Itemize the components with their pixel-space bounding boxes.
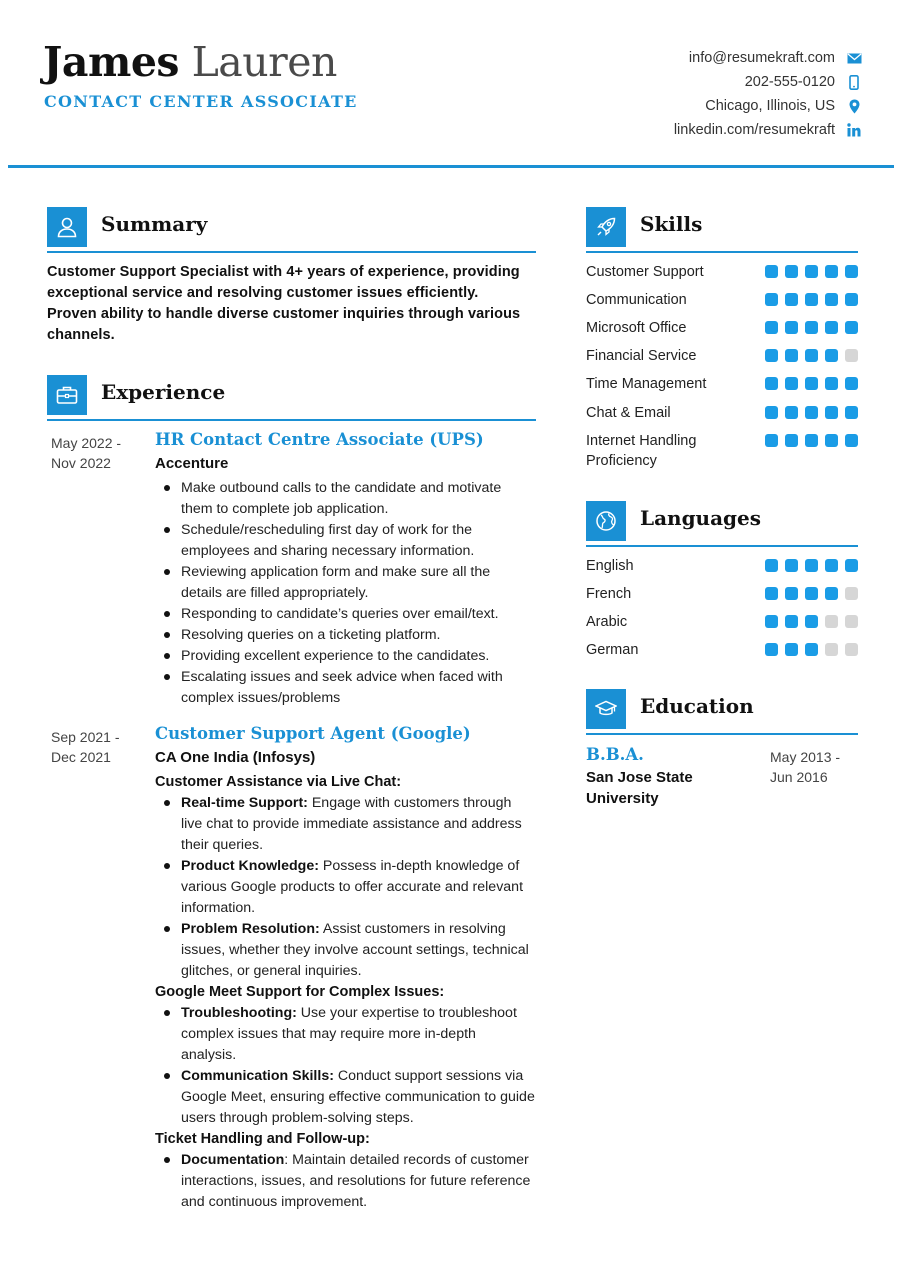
job-start-date: May 2022 - xyxy=(51,435,122,451)
rating-dot-filled xyxy=(785,293,798,306)
bullet-item xyxy=(155,856,535,919)
bullet-item xyxy=(155,919,535,982)
job-dates xyxy=(51,727,141,767)
skill-rating xyxy=(765,406,858,419)
skill-row xyxy=(586,318,858,338)
skill-row xyxy=(586,431,858,471)
bullet-item xyxy=(155,1066,535,1129)
rating-dot-filled xyxy=(825,265,838,278)
bullet-item xyxy=(155,1150,535,1213)
bullet-item xyxy=(155,793,535,856)
briefcase-icon xyxy=(47,375,87,415)
job-title: CONTACT CENTER ASSOCIATE xyxy=(44,92,358,111)
rating-dot-filled xyxy=(845,321,858,334)
rating-dot-filled xyxy=(765,349,778,362)
linkedin-icon xyxy=(846,122,862,138)
rating-dot-filled xyxy=(845,293,858,306)
skill-name: Internet Handling Proficiency xyxy=(586,433,697,469)
degree: B.B.A. xyxy=(586,745,644,764)
rating-dot-filled xyxy=(805,293,818,306)
experience-section-header xyxy=(47,375,536,421)
globe-icon xyxy=(586,501,626,541)
rating-dot-filled xyxy=(805,377,818,390)
rating-dot-filled xyxy=(765,293,778,306)
bullet-text: : Maintain detailed records of customer interactions, issues, and resolutions for future reference and continuous improvement. xyxy=(181,1152,531,1210)
graduation-cap-icon xyxy=(586,689,626,729)
summary-text: Customer Support Specialist with 4+ years of experience, providing exceptional service and resolving customer issues efficiently. Proven ability to handle diverse customer inquiries through various channels. xyxy=(47,264,521,343)
rating-dot-empty xyxy=(845,587,858,600)
education-section-header xyxy=(586,689,858,735)
rating-dot-filled xyxy=(805,265,818,278)
user-icon xyxy=(47,207,87,247)
job-start-date: Sep 2021 - xyxy=(51,729,120,745)
rating-dot-filled xyxy=(805,434,818,447)
job-title: HR Contact Centre Associate (UPS) xyxy=(155,430,484,449)
rating-dot-empty xyxy=(825,643,838,656)
bullet-item: Escalating issues and seek advice when faced with complex issues/problems xyxy=(155,667,535,709)
skill-name: Customer Support xyxy=(586,264,704,280)
rating-dot-filled xyxy=(765,406,778,419)
skills-section-header xyxy=(586,207,858,253)
email-text[interactable]: info@resumekraft.com xyxy=(688,50,835,66)
bullet-label: Real-time Support: xyxy=(181,795,308,811)
phone-text[interactable]: 202-555-0120 xyxy=(744,74,835,90)
languages-section-header xyxy=(586,501,858,547)
rating-dot-filled xyxy=(785,587,798,600)
rocket-icon xyxy=(586,207,626,247)
rating-dot-filled xyxy=(805,321,818,334)
rating-dot-filled xyxy=(805,406,818,419)
company-name: CA One India (Infosys) xyxy=(155,749,316,766)
language-row xyxy=(586,640,858,660)
language-rating xyxy=(765,559,858,572)
contact-linkedin[interactable] xyxy=(674,118,862,142)
resume-header xyxy=(0,0,902,170)
job-end-date: Dec 2021 xyxy=(51,749,111,765)
rating-dot-filled xyxy=(805,559,818,572)
language-row xyxy=(586,556,858,576)
job-responsibilities xyxy=(155,772,535,1213)
bullet-item: Responding to candidate’s queries over email/text. xyxy=(155,604,535,625)
rating-dot-filled xyxy=(765,643,778,656)
job-dates xyxy=(51,433,141,473)
rating-dot-filled xyxy=(785,321,798,334)
responsibility-group-heading: Google Meet Support for Complex Issues: xyxy=(155,984,445,1000)
skill-rating xyxy=(765,377,858,390)
rating-dot-empty xyxy=(845,615,858,628)
contact-email[interactable] xyxy=(674,46,862,70)
skill-rating xyxy=(765,265,858,278)
rating-dot-filled xyxy=(765,377,778,390)
candidate-name xyxy=(43,38,337,86)
first-name: James xyxy=(43,38,180,86)
skill-row xyxy=(586,290,858,310)
rating-dot-filled xyxy=(825,559,838,572)
skill-row xyxy=(586,403,858,423)
location-text: Chicago, Illinois, US xyxy=(705,98,835,114)
rating-dot-filled xyxy=(785,434,798,447)
rating-dot-empty xyxy=(845,349,858,362)
rating-dot-filled xyxy=(825,377,838,390)
skill-name: Financial Service xyxy=(586,348,697,364)
summary-section-header xyxy=(47,207,536,253)
rating-dot-filled xyxy=(825,587,838,600)
skill-name: Microsoft Office xyxy=(586,320,687,336)
bullet-label: Troubleshooting: xyxy=(181,1005,297,1021)
language-rating xyxy=(765,643,858,656)
rating-dot-filled xyxy=(845,265,858,278)
rating-dot-filled xyxy=(785,377,798,390)
rating-dot-filled xyxy=(785,265,798,278)
rating-dot-filled xyxy=(845,434,858,447)
language-rating xyxy=(765,615,858,628)
last-name: Lauren xyxy=(191,38,337,86)
job-end-date: Nov 2022 xyxy=(51,455,111,471)
language-name: German xyxy=(586,642,639,658)
language-rating xyxy=(765,587,858,600)
bullet-item: Reviewing application form and make sure all the details are filled appropriately. xyxy=(155,562,535,604)
education-title: Education xyxy=(640,694,754,718)
language-row xyxy=(586,612,858,632)
map-pin-icon xyxy=(846,98,862,114)
rating-dot-filled xyxy=(765,321,778,334)
rating-dot-filled xyxy=(785,406,798,419)
language-name: English xyxy=(586,558,634,574)
rating-dot-filled xyxy=(825,293,838,306)
bullet-text: Possess in-depth knowledge of various Google products to offer accurate and relevant information. xyxy=(181,858,524,916)
rating-dot-filled xyxy=(845,377,858,390)
contact-location xyxy=(674,94,862,118)
rating-dot-filled xyxy=(765,587,778,600)
bullet-text: Conduct support sessions via Google Meet, ensuring effective communication to guide users through problem-solving steps. xyxy=(181,1068,535,1126)
bullet-label: Problem Resolution: xyxy=(181,921,320,937)
skills-title: Skills xyxy=(640,212,703,236)
skill-row xyxy=(586,262,858,282)
rating-dot-filled xyxy=(785,643,798,656)
bullet-item: Schedule/rescheduling first day of work for the employees and sharing necessary information. xyxy=(155,520,535,562)
skill-name: Time Management xyxy=(586,376,707,392)
rating-dot-filled xyxy=(765,265,778,278)
rating-dot-filled xyxy=(765,615,778,628)
language-name: French xyxy=(586,586,632,602)
rating-dot-filled xyxy=(805,349,818,362)
rating-dot-filled xyxy=(825,406,838,419)
job-responsibilities xyxy=(155,478,535,709)
skill-name: Chat & Email xyxy=(586,405,671,421)
responsibility-group-heading: Customer Assistance via Live Chat: xyxy=(155,774,402,790)
mobile-phone-icon xyxy=(846,74,862,90)
rating-dot-filled xyxy=(785,559,798,572)
company-name: Accenture xyxy=(155,455,229,472)
rating-dot-filled xyxy=(805,643,818,656)
skill-rating xyxy=(765,321,858,334)
job-title: Customer Support Agent (Google) xyxy=(155,724,471,743)
rating-dot-filled xyxy=(805,587,818,600)
bullet-label: Documentation xyxy=(181,1152,285,1168)
skill-rating xyxy=(765,434,858,447)
rating-dot-filled xyxy=(785,615,798,628)
bullet-item: Providing excellent experience to the candidates. xyxy=(155,646,535,667)
rating-dot-filled xyxy=(785,349,798,362)
rating-dot-filled xyxy=(765,434,778,447)
contact-info xyxy=(674,46,862,142)
skill-name: Communication xyxy=(586,292,687,308)
education-dates xyxy=(770,747,860,787)
header-divider xyxy=(8,165,894,168)
rating-dot-filled xyxy=(765,559,778,572)
rating-dot-filled xyxy=(845,406,858,419)
rating-dot-filled xyxy=(825,434,838,447)
contact-phone[interactable] xyxy=(674,70,862,94)
skill-rating xyxy=(765,349,858,362)
bullet-text: Use your expertise to troubleshoot complex issues that may require more in-depth analysis. xyxy=(181,1005,517,1063)
skill-row xyxy=(586,346,858,366)
skill-rating xyxy=(765,293,858,306)
language-row xyxy=(586,584,858,604)
rating-dot-filled xyxy=(805,615,818,628)
rating-dot-empty xyxy=(825,615,838,628)
rating-dot-filled xyxy=(825,349,838,362)
envelope-icon xyxy=(846,50,862,66)
bullet-item: Resolving queries on a ticketing platform. xyxy=(155,625,535,646)
bullet-text: Assist customers in resolving issues, whether they involve account settings, technical glitches, or general inquiries. xyxy=(181,921,529,979)
school-name: San Jose State University xyxy=(586,769,693,807)
rating-dot-empty xyxy=(845,643,858,656)
linkedin-text[interactable]: linkedin.com/resumekraft xyxy=(673,122,835,138)
experience-title: Experience xyxy=(101,380,226,404)
education-end-date: Jun 2016 xyxy=(770,769,828,785)
rating-dot-filled xyxy=(825,321,838,334)
languages-title: Languages xyxy=(640,506,762,530)
summary-title: Summary xyxy=(101,212,208,236)
bullet-label: Communication Skills: xyxy=(181,1068,334,1084)
responsibility-group-heading: Ticket Handling and Follow-up: xyxy=(155,1131,370,1147)
bullet-item: Make outbound calls to the candidate and motivate them to complete job application. xyxy=(155,478,535,520)
bullet-text: Engage with customers through live chat to provide immediate assistance and address their queries. xyxy=(181,795,522,853)
education-start-date: May 2013 - xyxy=(770,749,841,765)
rating-dot-filled xyxy=(845,559,858,572)
skill-row xyxy=(586,374,858,394)
language-name: Arabic xyxy=(586,614,628,630)
bullet-label: Product Knowledge: xyxy=(181,858,319,874)
bullet-item xyxy=(155,1003,535,1066)
